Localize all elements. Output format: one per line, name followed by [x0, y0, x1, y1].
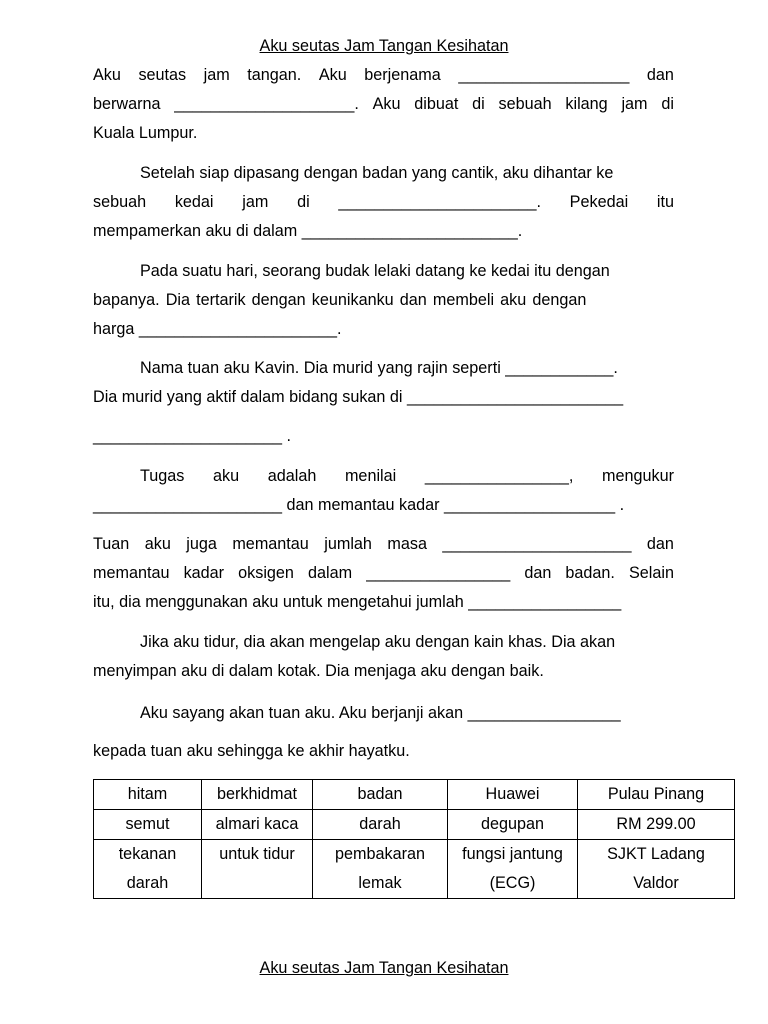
option-text: lemak [358, 874, 402, 892]
word: Selain [629, 564, 674, 582]
option-cell: almari kaca [202, 810, 313, 840]
paragraph-2-line-1: Setelah siap dipasang dengan badan yang cantik, aku dihantar ke [140, 164, 614, 182]
word: badan. [565, 564, 615, 582]
paragraph-4-line-3: _____________________ . [93, 427, 292, 445]
word: sebuah [498, 95, 552, 113]
word: di [661, 95, 674, 113]
option-text: (ECG) [489, 874, 536, 892]
word: adalah [267, 467, 317, 485]
word: seutas [138, 66, 187, 84]
paragraph-2 [93, 159, 674, 246]
word: di [297, 193, 310, 211]
word: Pekedai [569, 193, 629, 211]
option-cell: hitam [94, 780, 202, 810]
blank-function[interactable]: ________________, [424, 467, 574, 485]
paragraph-3-line-2: bapanya. Dia tertarik dengan keunikanku dan membeli aku dengan [93, 291, 587, 309]
word: masa [387, 535, 427, 553]
paragraph-8-line-1: Aku sayang akan tuan aku. Aku berjanji akan _________________ [140, 704, 621, 722]
word: dibuat [414, 95, 459, 113]
paragraph-5 [93, 462, 674, 520]
paragraph-1 [93, 61, 674, 148]
word: Tugas [140, 467, 185, 485]
option-cell: degupan [448, 810, 578, 840]
paragraph-5-line-1 [93, 462, 674, 491]
word: dan [646, 66, 674, 84]
option-text: SJKT Ladang [607, 845, 705, 863]
blank-oxygen[interactable]: ________________ [366, 564, 511, 582]
word: kedai [174, 193, 214, 211]
paragraph-6-line-3: itu, dia menggunakan aku untuk mengetahui jumlah _________________ [93, 593, 622, 611]
word: itu [656, 193, 674, 211]
paragraph-2-line-3: mempamerkan aku di dalam ________________________. [93, 222, 523, 240]
word: dalam [308, 564, 353, 582]
option-cell: darah [313, 810, 448, 840]
option-cell [202, 840, 313, 899]
paragraph-3 [93, 257, 674, 344]
option-text: Valdor [633, 874, 679, 892]
option-cell: semut [94, 810, 202, 840]
paragraph-2-line-2 [93, 188, 674, 217]
word: sebuah [93, 193, 147, 211]
word: kilang [565, 95, 608, 113]
word: memantau [93, 564, 170, 582]
page-title: Aku seutas Jam Tangan Kesihatan [259, 37, 509, 55]
option-cell [578, 840, 735, 899]
table-row [94, 810, 735, 840]
option-cell [448, 840, 578, 899]
answer-options-table [93, 779, 735, 899]
paragraph-1-line-1 [93, 61, 674, 90]
word: aku [213, 467, 240, 485]
paragraph-3-line-1: Pada suatu hari, seorang budak lelaki datang ke kedai itu dengan [140, 262, 610, 280]
word: dan [646, 535, 674, 553]
word: Aku [93, 66, 121, 84]
blank-duration[interactable]: _____________________ [442, 535, 632, 553]
table-row [94, 780, 735, 810]
word: oksigen [238, 564, 294, 582]
word: menilai [344, 467, 397, 485]
word: aku [144, 535, 171, 553]
option-cell: Huawei [448, 780, 578, 810]
word: jam [242, 193, 269, 211]
option-text: fungsi jantung [462, 845, 563, 863]
option-text: untuk tidur [219, 845, 295, 863]
word: di [472, 95, 485, 113]
word: Tuan [93, 535, 130, 553]
option-text: tekanan [118, 845, 177, 863]
paragraph-8-line-2: kepada tuan aku sehingga ke akhir hayatku. [93, 742, 410, 760]
blank-brand[interactable]: ___________________ [458, 66, 630, 84]
table-row [94, 840, 735, 899]
option-cell: berkhidmat [202, 780, 313, 810]
paragraph-6-line-1 [93, 530, 674, 559]
option-cell [94, 840, 202, 899]
option-cell: Pulau Pinang [578, 780, 735, 810]
paragraph-6 [93, 530, 674, 617]
paragraph-1-line-2 [93, 90, 674, 119]
word: berwarna [93, 95, 161, 113]
word: dan [524, 564, 552, 582]
word: tangan. [247, 66, 302, 84]
option-text: darah [126, 874, 169, 892]
word: memantau [232, 535, 309, 553]
option-cell: RM 299.00 [578, 810, 735, 840]
paragraph-5-line-2: _____________________ dan memantau kadar ___________________ . [93, 496, 625, 514]
word: berjenama [364, 66, 441, 84]
word: jumlah [324, 535, 372, 553]
page-title-repeat: Aku seutas Jam Tangan Kesihatan [259, 959, 509, 977]
option-cell [313, 840, 448, 899]
word: juga [186, 535, 217, 553]
option-cell: badan [313, 780, 448, 810]
word: Aku [372, 95, 401, 113]
paragraph-6-line-2 [93, 559, 674, 588]
paragraph-7-line-2: menyimpan aku di dalam kotak. Dia menjaga aku dengan baik. [93, 662, 544, 680]
option-text: pembakaran [335, 845, 425, 863]
word: Aku [318, 66, 347, 84]
paragraph-8 [93, 699, 674, 766]
paragraph-7-line-1: Jika aku tidur, dia akan mengelap aku dengan kain khas. Dia akan [140, 633, 616, 651]
blank-location[interactable]: ______________________. [338, 193, 541, 211]
paragraph-3-line-3: harga ______________________. [93, 320, 342, 338]
word: jam [203, 66, 230, 84]
paragraph-7 [93, 628, 674, 686]
paragraph-4-line-1: Nama tuan aku Kavin. Dia murid yang rajin seperti ____________. [140, 359, 618, 377]
word: jam [621, 95, 648, 113]
paragraph-4 [93, 354, 674, 451]
paragraph-1-line-3: Kuala Lumpur. [93, 124, 198, 142]
word: kadar [183, 564, 225, 582]
blank-colour[interactable]: ____________________. [174, 95, 359, 113]
word: mengukur [602, 467, 674, 485]
paragraph-4-line-2: Dia murid yang aktif dalam bidang sukan di ________________________ [93, 388, 624, 406]
